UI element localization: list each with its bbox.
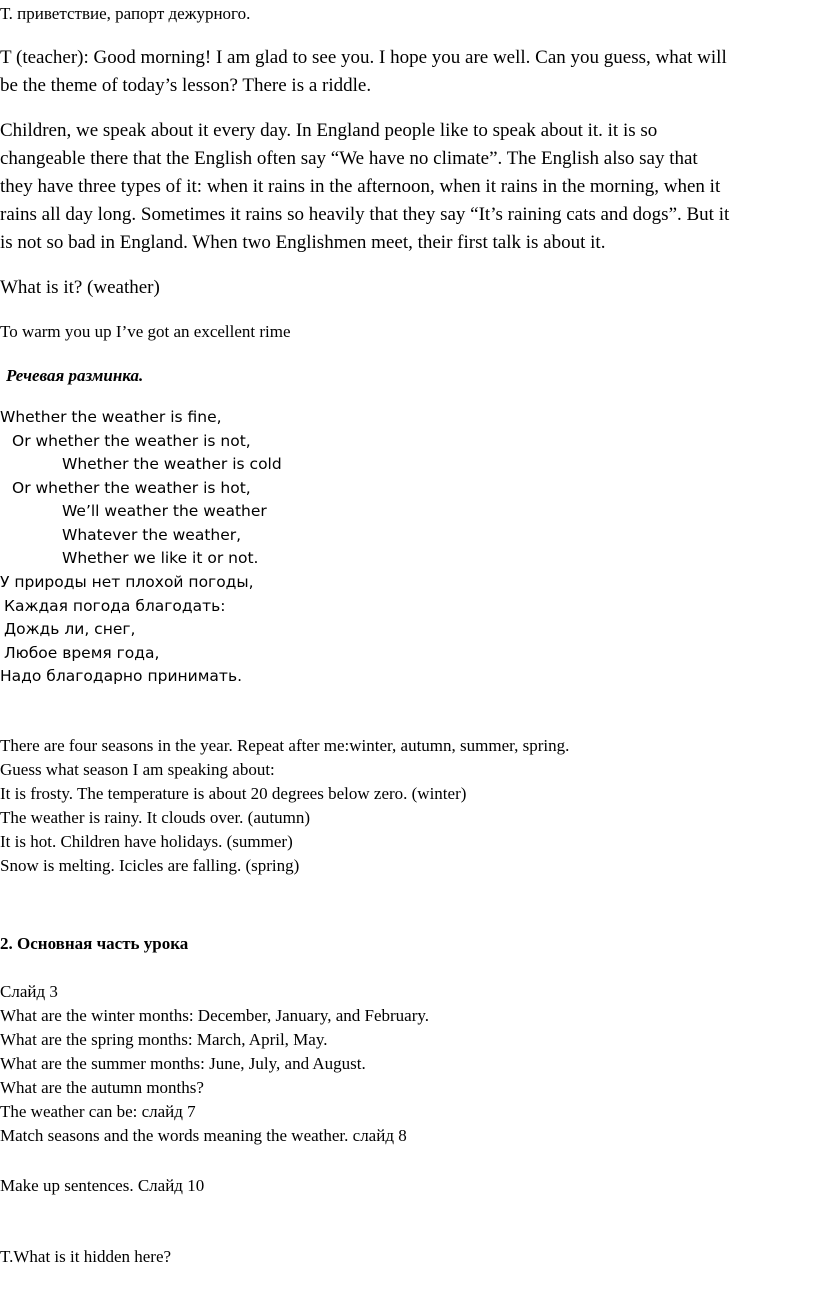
riddle-line: rains all day long. Sometimes it rains so heavily that they say “It’s raining cats and dogs”. But it <box>0 204 730 225</box>
poem-line: Whatever the weather, <box>62 525 242 544</box>
poem-line: We’ll weather the weather <box>62 502 267 520</box>
poem-line: Whether the weather is fine, <box>0 408 222 426</box>
slides-line: What are the summer months: June, July, and August. <box>0 1054 366 1073</box>
riddle-paragraph <box>0 117 810 257</box>
seasons-line: Guess what season I am speaking about: <box>0 760 275 779</box>
teacher-greeting <box>0 44 810 100</box>
riddle-line: Children, we speak about it every day. In England people like to speak about it. it is so <box>0 120 658 141</box>
poem-line: Надо благодарно принимать. <box>0 667 243 685</box>
seasons-line: It is frosty. The temperature is about 20 degrees below zero. (winter) <box>0 784 467 803</box>
riddle-line: is not so bad in England. When two Englishmen meet, their first talk is about it. <box>0 232 606 253</box>
poem-line: У природы нет плохой погоды, <box>0 573 254 591</box>
poem-russian <box>0 571 810 689</box>
seasons-line: Snow is melting. Icicles are falling. (spring) <box>0 856 300 875</box>
seasons-section <box>0 734 810 878</box>
slides-line: What are the winter months: December, January, and February. <box>0 1006 430 1025</box>
slides-line: What are the autumn months? <box>0 1078 204 1097</box>
poem-line: Дождь ли, снег, <box>4 620 136 638</box>
slides-line: Match seasons and the words meaning the weather. слайд 8 <box>0 1126 407 1145</box>
main-section-heading: 2. Основная часть урока <box>0 934 189 953</box>
hidden-question: T.What is it hidden here? <box>0 1247 172 1266</box>
warmup-intro: To warm you up I’ve got an excellent rime <box>0 322 291 341</box>
make-up-sentences: Make up sentences. Слайд 10 <box>0 1176 205 1195</box>
intro-line: Т. приветствие, рапорт дежурного. <box>0 4 251 23</box>
poem-line: Whether the weather is cold <box>62 455 282 473</box>
greeting-line: be the theme of today’s lesson? There is a riddle. <box>0 75 372 96</box>
slides-line: What are the spring months: March, April, May. <box>0 1030 328 1049</box>
poem-line: Whether we like it or not. <box>62 549 259 567</box>
poem-english <box>0 406 810 571</box>
slides-section <box>0 980 810 1148</box>
warmup-heading: Речевая разминка. <box>6 366 144 385</box>
riddle-question: What is it? (weather) <box>0 277 160 298</box>
poem-line: Каждая погода благодать: <box>4 596 226 615</box>
slides-line: The weather can be: слайд 7 <box>0 1102 196 1121</box>
riddle-line: changeable there that the English often say “We have no climate”. The English also say that <box>0 148 698 169</box>
poem-line: Or whether the weather is not, <box>12 431 251 450</box>
seasons-line: There are four seasons in the year. Repeat after me:winter, autumn, summer, spring. <box>0 736 570 755</box>
riddle-line: they have three types of it: when it rains in the afternoon, when it rains in the morning, when it <box>0 176 721 197</box>
seasons-line: It is hot. Children have holidays. (summer) <box>0 832 293 851</box>
seasons-line: The weather is rainy. It clouds over. (autumn) <box>0 808 310 827</box>
slides-line: Слайд 3 <box>0 982 58 1001</box>
poem-line: Or whether the weather is hot, <box>12 478 251 497</box>
greeting-line: T (teacher): Good morning! I am glad to see you. I hope you are well. Can you guess, what will <box>0 47 727 68</box>
poem-line: Любое время года, <box>4 643 160 662</box>
